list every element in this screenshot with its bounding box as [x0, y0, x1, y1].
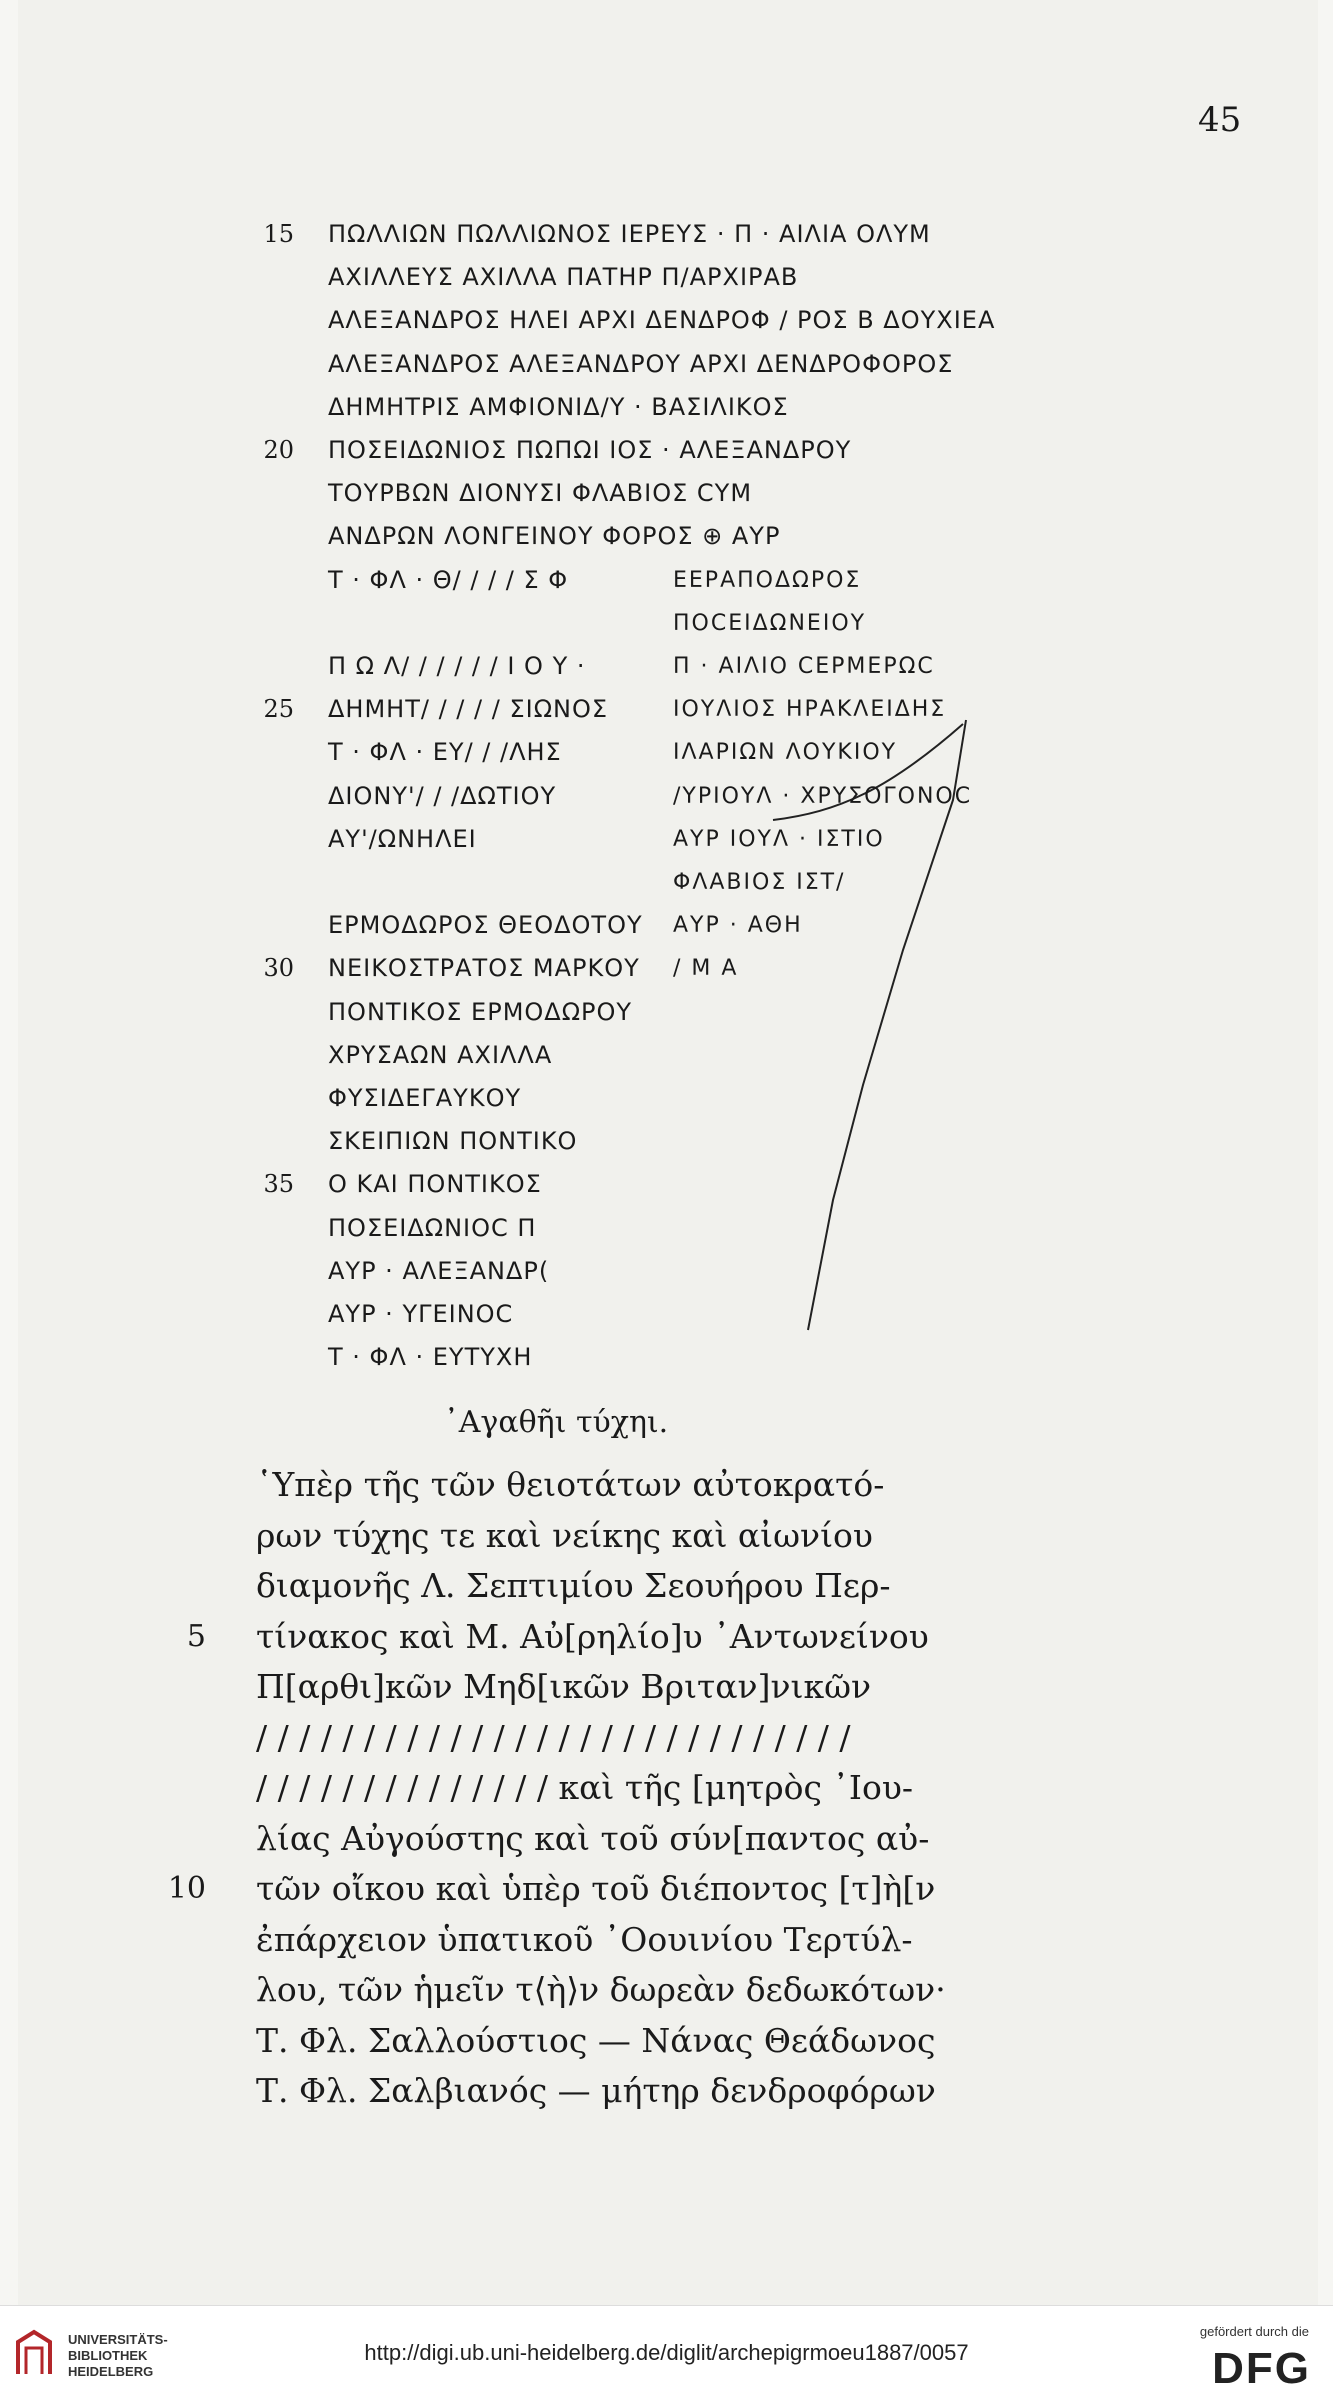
- transcription-line: λου, τῶν ἡμεῖν τ⟨ὴ⟩ν δωρεὰν δεδωκότων·: [256, 1970, 946, 2009]
- inscription-line-right: ΙΛΑΡΙΩΝ ΛΟΥΚΙΟΥ: [673, 740, 898, 766]
- inscription-line: Τ · ΦΛ · Θ/ / / / Σ Φ: [328, 565, 569, 594]
- greek-transcription: [167, 1405, 1096, 2110]
- transcription-line: τῶν οἴκου καὶ ὑπὲρ τοῦ διέποντος [τ]ὴ[ν: [256, 1869, 936, 1908]
- transcription-line: Π[αρθι]κῶν Μηδ[ικῶν Βριταν]νικῶν: [256, 1667, 872, 1706]
- inscription-line-right: ΑΥΡ ΙΟΥΛ · ΙΣΤΙΟ: [673, 826, 885, 852]
- inscription-line-right: ΙΟΥΛΙΟΣ ΗΡΑΚΛΕΙΔΗΣ: [673, 697, 947, 723]
- transcription-line-number: 5: [186, 1618, 206, 1654]
- transcription-line: διαμονῆς Λ. Σεπτιμίου Σεουήρου Περ-: [256, 1566, 891, 1605]
- inscription-line-right: ΦΛΑΒΙΟΣ ΙΣΤ/: [673, 870, 846, 895]
- transcription-line: λίας Αὐγούστης καὶ τοῦ σύν[παντος αὐ-: [256, 1818, 930, 1858]
- line-number: 20: [263, 436, 294, 464]
- inscription-line-right: /ΥΡΙΟΥΛ · ΧΡΥΣΟΓΟΝΟC: [673, 783, 973, 809]
- inscription-line-right: / Μ Α: [673, 956, 739, 982]
- inscription-line: ΧΡΥΣΑΩΝ ΑΧΙΛΛΑ: [328, 1040, 553, 1069]
- line-number: 25: [263, 695, 294, 724]
- inscription-line: Π Ω Λ/ / / / / / Ι Ο Υ ·: [328, 652, 586, 680]
- transcription-line-number: 10: [167, 1871, 206, 1906]
- inscription-line: ΑΥΡ · ΥΓΕΙΝΟC: [328, 1300, 514, 1328]
- inscription-line: ΔΙΟΝΥ'/ / /ΔΩΤΙΟΥ: [328, 781, 557, 810]
- transcription-line: ῾Υπὲρ τῆς τῶν θειοτάτων αὐτοκρατό-: [256, 1465, 885, 1504]
- dfg-logo-icon: DFG: [1212, 2344, 1311, 2393]
- inscription-line: Τ · ΦΛ · ΕΥ/ / /ΛΗΣ: [328, 738, 562, 767]
- inscription-line: ΠΟΣΕΙΔΩΝΙΟΣ ΠΩΠΩΙ ΙΟΣ · ΑΛΕΞΑΝΔΡΟΥ: [328, 436, 852, 464]
- transcription-line: Τ. Φλ. Σαλλούστιος — Νάνας Θεάδωνος: [256, 2020, 936, 2060]
- inscription-line: ΑΥ'/ΩΝΗΛΕΙ: [328, 824, 477, 853]
- transcription-line: ἐπάρχειον ὑπατικοῦ ᾿Οουινίου Τερτύλ-: [256, 1919, 913, 1959]
- inscription-line: ΑΧΙΛΛΕΥΣ ΑΧΙΛΛΑ ΠΑΤΗΡ Π/ΑΡΧΙΡΑΒ: [328, 263, 799, 292]
- inscription-line: ΣΚΕΙΠΙΩΝ ΠΟΝΤΙΚΟ: [328, 1127, 578, 1156]
- inscription-line: ΑΝΔΡΩΝ ΛΟΝΓΕΙΝΟΥ ΦΟΡΟΣ ⊕ ΑΥΡ: [328, 522, 781, 551]
- transcription-line: τίνακος καὶ Μ. Αὐ[ρηλίο]υ ᾿Αντωνείνου: [256, 1616, 929, 1656]
- inscription-line: ΔΗΜΗΤ/ / / / / ΣΙΩΝΟΣ: [328, 695, 609, 724]
- line-number: 15: [263, 220, 294, 248]
- source-url-link[interactable]: http://digi.ub.uni-heidelberg.de/diglit/archepigrmoeu1887/0057: [364, 2340, 969, 2365]
- transcription-line: / / / / / / / / / / / / / / καὶ τῆς [μητρὸς ᾿Ιου-: [256, 1768, 914, 1807]
- inscription-line-right: Π · ΑΙΛΙΟ CΕΡΜΕΡΩC: [673, 654, 935, 679]
- inscription-line-right: ΠΟCΕΙΔΩΝΕΙΟΥ: [673, 610, 867, 636]
- transcription-line: Τ. Φλ. Σαλβιανός — μήτηρ δενδροφόρων: [256, 2071, 936, 2110]
- library-name: UNIVERSITÄTS- BIBLIOTHEK HEIDELBERG: [68, 2332, 168, 2379]
- inscription-line: ΠΟΝΤΙΚΟΣ ΕΡΜΟΔΩΡΟΥ: [328, 997, 633, 1026]
- inscription-line: ΤΟΥΡΒΩΝ ΔΙΟΝΥΣΙ ΦΛΑΒΙΟΣ CΥΜ: [328, 479, 753, 508]
- inscription-line: ΔΗΜΗΤΡΙΣ ΑΜΦΙΟΝΙΔ/Υ · ΒΑΣΙΛΙΚΟΣ: [328, 392, 789, 421]
- sponsor-label: gefördert durch die: [1199, 2324, 1309, 2339]
- inscription-line: ΕΡΜΟΔΩΡΟΣ ΘΕΟΔΟΤΟΥ: [328, 911, 643, 940]
- scanned-page: [18, 0, 1318, 2305]
- inscription-line: ΠΟΣΕΙΔΩΝΙΟC Π: [328, 1213, 537, 1242]
- inscription-line: Τ · ΦΛ · ΕΥΤΥΧΗ: [328, 1343, 533, 1372]
- inscription-facsimile: [263, 200, 1028, 1390]
- transcription-title: ᾿Αγαθῆι τύχηι.: [443, 1405, 669, 1440]
- line-number: 35: [263, 1170, 294, 1199]
- inscription-line: ΑΛΕΞΑΝΔΡΟΣ ΗΛΕΙ ΑΡΧΙ ΔΕΝΔΡΟΦ / ΡΟΣ Β ΔΟΥΧΙΕΑ: [328, 306, 996, 335]
- line-number: 30: [263, 954, 294, 983]
- footer-bar: [0, 2305, 1333, 2401]
- inscription-line: ΑΥΡ · ΑΛΕΞΑΝΔΡ(: [328, 1256, 550, 1285]
- page-number: 45: [1198, 100, 1242, 140]
- inscription-line-right: ΑΥΡ · ΑΘΗ: [673, 913, 803, 939]
- inscription-line: ΑΛΕΞΑΝΔΡΟΣ ΑΛΕΞΑΝΔΡΟΥ ΑΡΧΙ ΔΕΝΔΡΟΦΟΡΟΣ: [328, 349, 954, 378]
- inscription-line: Ο ΚΑΙ ΠΟΝΤΙΚΟΣ: [328, 1170, 542, 1199]
- inscription-line: ΠΩΛΛΙΩΝ ΠΩΛΛΙΩΝΟΣ ΙΕΡΕΥΣ · Π · ΑΙΛΙΑ ΟΛΥΜ: [328, 220, 931, 248]
- inscription-line: ΝΕΙΚΟΣΤΡΑΤΟΣ ΜΑΡΚΟΥ: [328, 954, 640, 983]
- inscription-line: ΦΥΣΙΔΕΓΑΥΚΟΥ: [328, 1084, 522, 1112]
- transcription-line: ρων τύχης τε καὶ νείκης καὶ αἰωνίου: [256, 1515, 873, 1555]
- inscription-line-right: ΕΕΡΑΠΟΔΩΡΟΣ: [673, 567, 862, 593]
- transcription-line: / / / / / / / / / / / / / / / / / / / / / / / / / / / /: [256, 1717, 851, 1757]
